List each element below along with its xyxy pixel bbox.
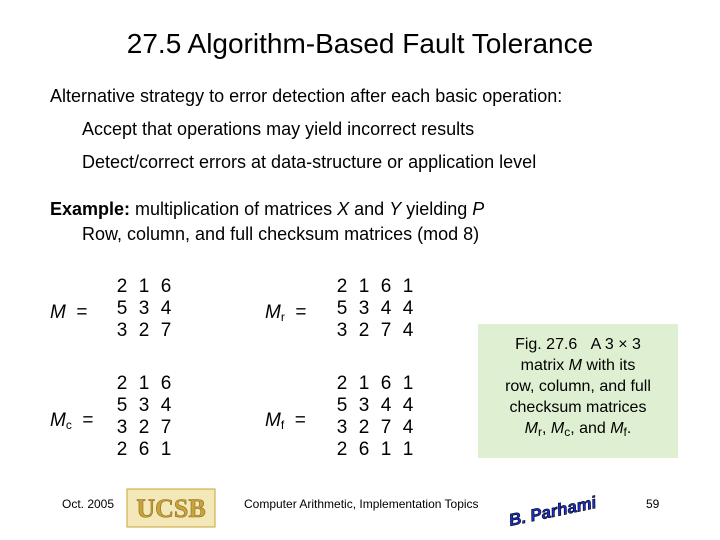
matrix-cell: 4 xyxy=(160,298,172,319)
intro-text: Alternative strategy to error detection after each basic operation: xyxy=(50,86,563,106)
bullet-1: Accept that operations may yield incorrect results xyxy=(82,119,475,139)
matrix-cell: 6 xyxy=(358,439,370,460)
matrix-row xyxy=(111,439,177,461)
matrix-cell: 4 xyxy=(402,395,414,416)
matrix-cell: 4 xyxy=(402,320,414,341)
ucsb-logo-text: UCSB xyxy=(136,494,206,523)
matrix-cell: 1 xyxy=(138,373,150,394)
matrix-cell: 2 xyxy=(358,320,370,341)
matrix-cell: 4 xyxy=(160,395,172,416)
matrix-cell: 6 xyxy=(160,276,172,297)
matrix-m xyxy=(111,276,177,342)
example-subline: Row, column, and full checksum matrices (mod 8) xyxy=(82,224,480,244)
matrix-row xyxy=(111,320,177,342)
matrix-cell: 2 xyxy=(336,373,348,394)
matrix-mf xyxy=(331,373,419,461)
footer-date: Oct. 2005 xyxy=(62,497,115,511)
example-and: and xyxy=(349,199,390,219)
matrix-cell: 1 xyxy=(358,276,370,297)
matrix-cell: 1 xyxy=(358,373,370,394)
matrix-cell: 2 xyxy=(138,417,150,438)
matrix-row xyxy=(331,373,419,395)
label-m: M = xyxy=(50,302,88,323)
matrix-cell: 3 xyxy=(336,417,348,438)
figure-caption: Fig. 27.6 A 3 × 3 matrix M with its row, column, and full checksum matrices $M_r$, $M_c$, and $M_f$. xyxy=(478,324,678,458)
author-logo xyxy=(507,487,598,531)
matrix-cell: 7 xyxy=(380,417,392,438)
matrix-row xyxy=(331,395,419,417)
matrix-cell: 5 xyxy=(116,298,128,319)
matrix-cell: 3 xyxy=(358,395,370,416)
matrix-cell: 1 xyxy=(138,276,150,297)
matrix-cell: 4 xyxy=(402,417,414,438)
matrix-cell: 5 xyxy=(336,395,348,416)
matrix-cell: 1 xyxy=(402,439,414,460)
bullet-2: Detect/correct errors at data-structure or application level xyxy=(82,152,537,172)
matrix-cell: 4 xyxy=(380,298,392,319)
matrix-cell: 2 xyxy=(138,320,150,341)
matrix-mr xyxy=(331,276,419,342)
slide-title: 27.5 Algorithm-Based Fault Tolerance xyxy=(126,28,594,59)
matrix-cell: 3 xyxy=(138,298,150,319)
matrix-x: X xyxy=(337,199,350,219)
matrix-cell: 7 xyxy=(160,417,172,438)
example-label: Example: xyxy=(50,199,131,219)
matrix-row xyxy=(331,417,419,439)
page-number: 59 xyxy=(646,497,660,511)
matrix-cell: 1 xyxy=(380,439,392,460)
matrix-cell: 1 xyxy=(402,373,414,394)
label-mf: $M_f$ = xyxy=(265,410,306,432)
matrix-cell: 3 xyxy=(336,320,348,341)
matrix-mc xyxy=(111,373,177,461)
matrix-cell: 1 xyxy=(160,439,172,460)
matrix-cell: 1 xyxy=(402,276,414,297)
matrix-cell: 2 xyxy=(116,276,128,297)
matrix-cell: 2 xyxy=(336,276,348,297)
label-mc: $M_c$ = xyxy=(50,410,94,432)
matrix-cell: 2 xyxy=(116,373,128,394)
matrix-row xyxy=(331,298,419,320)
ucsb-logo xyxy=(126,488,216,528)
matrix-cell: 7 xyxy=(380,320,392,341)
matrix-row xyxy=(111,373,177,395)
matrix-row xyxy=(111,276,177,298)
matrix-cell: 3 xyxy=(116,417,128,438)
caption-size: A 3 × 3 xyxy=(590,336,641,353)
example-yielding: yielding xyxy=(401,199,473,219)
matrix-p: P xyxy=(472,199,485,219)
matrix-y: Y xyxy=(389,199,402,219)
matrix-row xyxy=(331,439,419,461)
example-line xyxy=(50,199,484,220)
matrix-cell: 6 xyxy=(380,373,392,394)
matrix-cell: 6 xyxy=(160,373,172,394)
matrix-row xyxy=(331,276,419,298)
matrix-row xyxy=(111,395,177,417)
matrix-cell: 2 xyxy=(116,439,128,460)
matrix-cell: 3 xyxy=(116,320,128,341)
matrix-cell: 6 xyxy=(138,439,150,460)
matrix-row xyxy=(111,298,177,320)
matrix-cell: 6 xyxy=(380,276,392,297)
matrix-cell: 2 xyxy=(336,439,348,460)
example-text: multiplication of matrices xyxy=(130,199,338,219)
matrix-cell: 3 xyxy=(138,395,150,416)
matrix-cell: 2 xyxy=(358,417,370,438)
footer-course: Computer Arithmetic, Implementation Topics xyxy=(244,497,479,511)
matrix-cell: 4 xyxy=(402,298,414,319)
label-mr: $M_r$ = xyxy=(265,302,307,324)
matrix-cell: 4 xyxy=(380,395,392,416)
matrix-cell: 7 xyxy=(160,320,172,341)
caption-fig: Fig. 27.6 xyxy=(515,336,578,353)
matrix-cell: 5 xyxy=(116,395,128,416)
author-logo-text: B. Parhami xyxy=(507,492,598,530)
matrix-cell: 3 xyxy=(358,298,370,319)
matrix-row xyxy=(331,320,419,342)
matrix-cell: 5 xyxy=(336,298,348,319)
matrix-row xyxy=(111,417,177,439)
